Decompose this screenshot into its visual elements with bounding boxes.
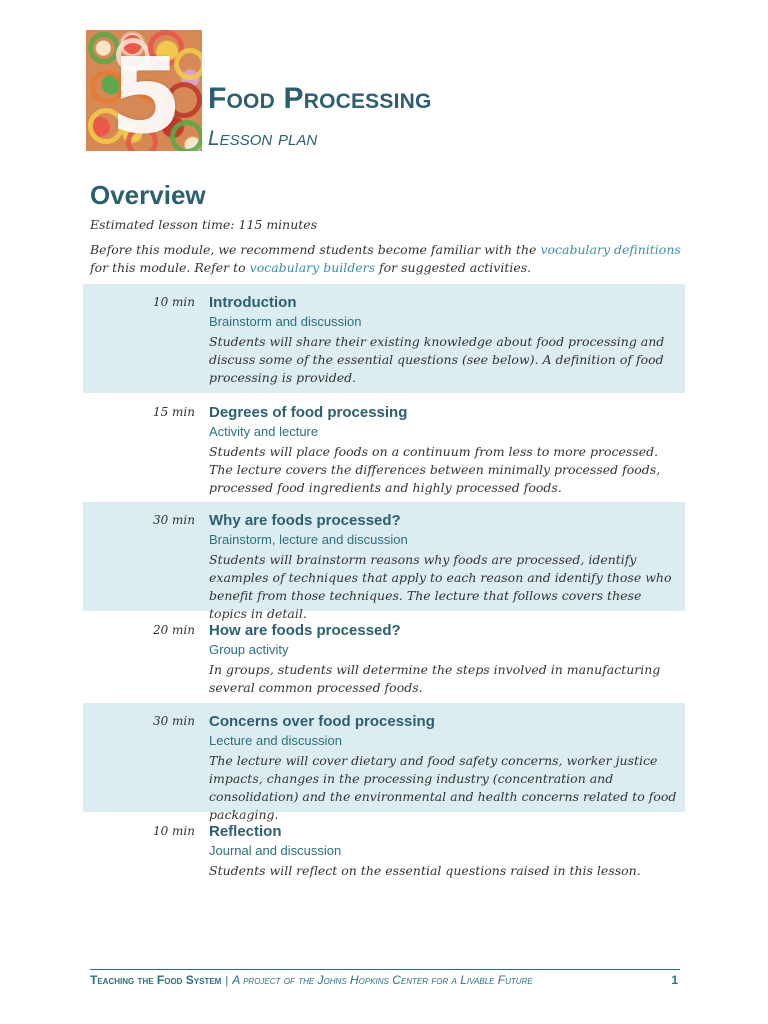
schedule-row — [83, 284, 685, 393]
activity-type: Group activity — [209, 642, 289, 657]
recommend-text-1: Before this module, we recommend students become familiar with the — [90, 242, 541, 257]
activity-description: The lecture will cover dietary and food safety concerns, worker justice impacts, changes in the processing industry (concentration and consolidation) and the environmental and health concerns related to food packaging. — [209, 753, 677, 822]
footer-separator: | — [225, 975, 229, 987]
page-footer — [90, 973, 680, 989]
activity-description: In groups, students will determine the steps involved in manufacturing several common processed foods. — [209, 662, 661, 695]
page-title: Food Processing — [208, 82, 432, 115]
duration: 30 min — [152, 714, 195, 728]
activity — [209, 404, 679, 497]
schedule-row — [83, 393, 685, 502]
activity — [209, 294, 679, 387]
page-subtitle: Lesson plan — [208, 127, 318, 150]
activity-description: Students will share their existing knowledge about food processing and discuss some of the essential questions (see below). A definition of food processing is provided. — [209, 334, 665, 385]
activity-description: Students will place foods on a continuum from less to more processed. The lecture covers the differences between minimally processed foods, processed food ingredients and highly processed foods. — [209, 444, 661, 495]
footer-brand: Teaching the Food System — [90, 973, 222, 987]
activity-type: Journal and discussion — [209, 843, 342, 858]
duration: 15 min — [152, 405, 195, 419]
activity-title: Why are foods processed? — [209, 512, 401, 529]
module-header — [86, 30, 686, 152]
activity-type: Lecture and discussion — [209, 733, 342, 748]
activity — [209, 823, 679, 880]
duration: 30 min — [152, 513, 195, 527]
recommend-text-2: for this module. Refer to — [90, 260, 250, 275]
schedule-row — [83, 812, 685, 892]
overview-heading: Overview — [90, 180, 206, 210]
schedule-row — [83, 611, 685, 703]
vocabulary-definitions-link[interactable]: vocabulary definitions — [540, 242, 681, 257]
activity-title: How are foods processed? — [209, 622, 401, 639]
activity — [209, 512, 679, 623]
footer-divider — [90, 969, 680, 970]
activity-description: Students will reflect on the essential questions raised in this lesson. — [209, 863, 641, 878]
duration: 10 min — [152, 295, 195, 309]
duration: 10 min — [152, 824, 195, 838]
activity-title: Degrees of food processing — [209, 404, 408, 421]
activity-title: Introduction — [209, 294, 297, 311]
schedule-row — [83, 703, 685, 822]
activity — [209, 622, 679, 697]
activity-type: Activity and lecture — [209, 424, 319, 439]
activity — [209, 713, 679, 824]
activity-type: Brainstorm, lecture and discussion — [209, 532, 408, 547]
duration: 20 min — [152, 623, 195, 637]
page-number: 1 — [671, 973, 678, 987]
lesson-schedule — [83, 284, 685, 892]
estimated-time: Estimated lesson time: 115 minutes — [90, 217, 318, 232]
schedule-row — [83, 502, 685, 621]
recommendation-paragraph — [90, 241, 690, 277]
vocabulary-builders-link[interactable]: vocabulary builders — [249, 260, 376, 275]
cereal-image — [86, 30, 202, 151]
activity-description: Students will brainstorm reasons why foods are processed, identify examples of techniques that apply to each reason and identify those who benefit from those techniques. The lecture that follows covers these topics in detail. — [209, 552, 672, 621]
activity-title: Concerns over food processing — [209, 713, 435, 730]
activity-title: Reflection — [209, 823, 282, 840]
footer-project: A project of the Johns Hopkins Center for a Livable Future — [232, 973, 533, 987]
recommend-text-3: for suggested activities. — [375, 260, 532, 275]
module-number: 5 — [110, 35, 183, 151]
activity-type: Brainstorm and discussion — [209, 314, 362, 329]
